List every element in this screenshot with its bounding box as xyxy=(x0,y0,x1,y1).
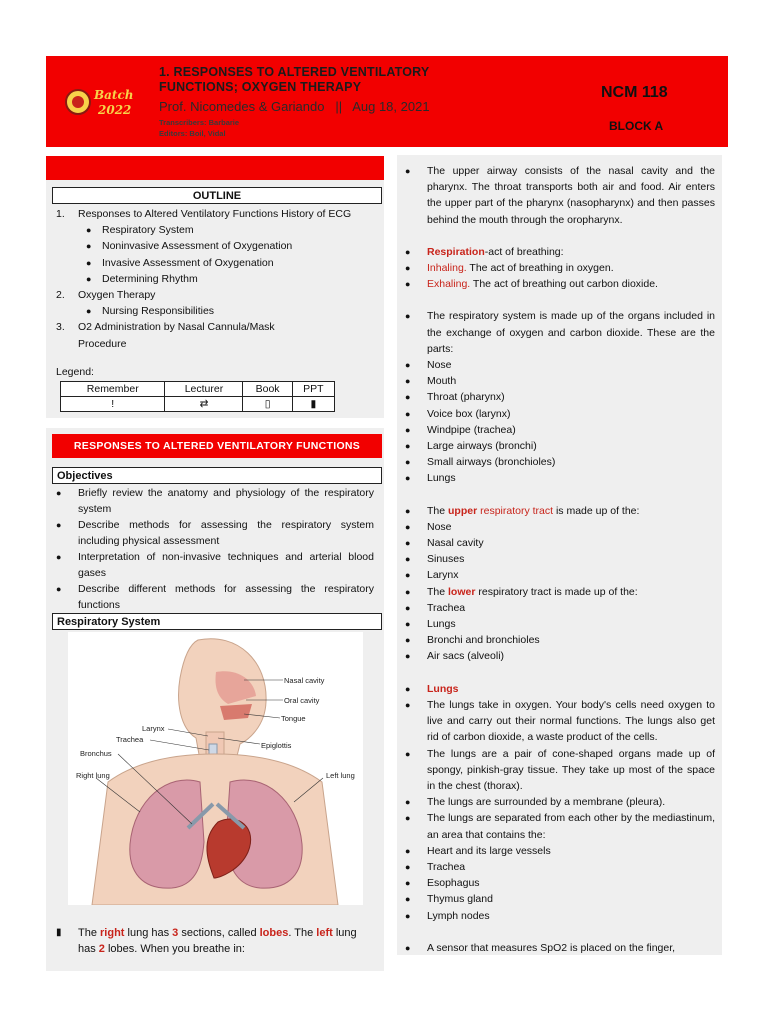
bullet-icon: ● xyxy=(405,521,411,532)
label-bronchus: Bronchus xyxy=(80,749,112,758)
bullet-icon: ● xyxy=(405,570,411,581)
bullet-icon: ● xyxy=(405,894,411,905)
bullet-icon: ● xyxy=(405,441,411,452)
lecture-title: 1. RESPONSES TO ALTERED VENTILATORY FUNCTIONS; OXYGEN THERAPY xyxy=(159,65,430,94)
label-trachea: Trachea xyxy=(116,735,144,744)
list-item: ● Throat (pharynx) xyxy=(405,389,715,405)
outline-subitem[interactable]: ● Determining Rhythm xyxy=(56,271,381,287)
book-icon: ▯ xyxy=(243,397,292,412)
list-item: ● Esophagus xyxy=(405,875,715,891)
lungs-point: ● The lungs are a pair of cone-shaped organs made up of spongy, pinkish-gray tissue. They take up most of the space in the chest (thorax). xyxy=(405,746,715,795)
label-epiglottis: Epiglottis xyxy=(261,741,292,750)
outline-subitem[interactable]: ● Nursing Responsibilities xyxy=(56,303,381,319)
list-item: ● Bronchi and bronchioles xyxy=(405,632,715,648)
outline-item-2[interactable]: 2. Oxygen Therapy xyxy=(56,289,156,302)
outline-subitem[interactable]: ● Invasive Assessment of Oxygenation xyxy=(56,255,381,271)
list-item: ● Nasal cavity xyxy=(405,535,715,551)
remember-icon: ! xyxy=(61,397,165,412)
outline-item-3[interactable]: 3. O2 Administration by Nasal Cannula/Mask xyxy=(56,321,275,334)
respiratory-system-heading: Respiratory System xyxy=(52,613,382,630)
inhaling-point: ● Inhaling. The act of breathing in oxygen. xyxy=(405,260,715,276)
meta-separator: || xyxy=(335,99,343,114)
svg-text:2022: 2022 xyxy=(98,103,132,117)
bullet-icon: ● xyxy=(405,797,411,808)
bullet-icon: ● xyxy=(405,246,411,257)
bullet-icon: ● xyxy=(405,651,411,662)
list-item: ● Larynx xyxy=(405,567,715,583)
lecture-date: Aug 18, 2021 xyxy=(352,99,430,114)
list-item: ● Nose xyxy=(405,519,715,535)
bullet-icon: ● xyxy=(405,392,411,403)
outline-subitem[interactable]: ● Noninvasive Assessment of Oxygenation xyxy=(56,238,381,254)
bullet-icon: ● xyxy=(405,683,411,694)
bullet-icon: ● xyxy=(405,813,411,824)
bullet-icon: ● xyxy=(405,424,411,435)
legend-header-ppt: PPT xyxy=(292,382,334,397)
bullet-icon: ● xyxy=(56,552,62,562)
bullet-icon: ● xyxy=(405,845,411,856)
objectives-heading: Objectives xyxy=(52,467,382,484)
bullet-icon: ● xyxy=(405,376,411,387)
upper-tract-point: ● The upper respiratory tract is made up of the: xyxy=(405,503,715,519)
list-item: ● Trachea xyxy=(405,859,715,875)
bullet-icon: ● xyxy=(405,619,411,630)
label-right-lung: Right lung xyxy=(76,771,110,780)
bullet-icon: ● xyxy=(86,306,92,317)
list-item: ● Lymph nodes xyxy=(405,908,715,924)
system-intro-point: ● The respiratory system is made up of the organs included in the exchange of oxygen and carbon dioxide. These are the parts: xyxy=(405,308,715,357)
bullet-icon: ● xyxy=(86,257,92,268)
bullet-icon: ● xyxy=(405,166,411,176)
bullet-icon: ● xyxy=(405,699,411,710)
lobes-note: ▮ The right lung has 3 sections, called lobes. The left lung has 2 lobes. When you breathe in: xyxy=(56,927,357,955)
respiration-point: ● Respiration-act of breathing: xyxy=(405,244,715,260)
list-item: ● Trachea xyxy=(405,600,715,616)
label-left-lung: Left lung xyxy=(326,771,355,780)
outline-subitem[interactable]: ● Respiratory System xyxy=(56,222,381,238)
label-tongue: Tongue xyxy=(281,714,306,723)
list-item: ● Small airways (bronchioles) xyxy=(405,454,715,470)
block-label: BLOCK A xyxy=(609,119,664,133)
course-code: NCM 118 xyxy=(601,84,668,101)
ppt-icon: ▮ xyxy=(56,927,62,938)
upper-airway-point: ● The upper airway consists of the nasal cavity and the pharynx. The throat transports both air and food. Air enters the upper part of the pharynx (nasopharynx) and then passes behind the mouth through the oropharynx. xyxy=(405,163,715,228)
objective-item: ● Interpretation of non-invasive techniques and arterial blood gases xyxy=(56,551,374,579)
svg-text:Batch: Batch xyxy=(94,88,134,102)
bullet-icon: ● xyxy=(405,748,411,759)
list-item: ● Windpipe (trachea) xyxy=(405,422,715,438)
respiratory-system-illustration xyxy=(68,632,363,905)
bullet-icon: ● xyxy=(405,263,411,274)
transcribers: Transcribers: Barbarie xyxy=(159,118,240,127)
objective-item: ● Describe methods for assessing the respiratory system including physical assessment xyxy=(56,519,374,547)
list-item: ● Voice box (larynx) xyxy=(405,406,715,422)
bullet-icon: ● xyxy=(56,488,62,498)
bullet-icon: ● xyxy=(405,457,411,468)
lungs-point: ● The lungs are surrounded by a membrane (pleura). xyxy=(405,794,715,810)
lower-tract-point: ● The lower respiratory tract is made up of the: xyxy=(405,584,715,600)
bullet-icon: ● xyxy=(405,602,411,613)
bullet-icon: ● xyxy=(405,360,411,371)
list-item: ● Mouth xyxy=(405,373,715,389)
exhaling-point: ● Exhaling. The act of breathing out carbon dioxide. xyxy=(405,276,715,292)
list-item: ● Nose xyxy=(405,357,715,373)
lecture-meta xyxy=(159,99,430,114)
label-nasal-cavity: Nasal cavity xyxy=(284,676,325,685)
list-item: ● Sinuses xyxy=(405,551,715,567)
list-item: ● Lungs xyxy=(405,470,715,486)
lungs-point: ● The lungs take in oxygen. Your body's cells need oxygen to live and carry out their normal functions. The lungs also get rid of carbon dioxide, a waste product of the cells. xyxy=(405,697,715,746)
legend-label: Legend: xyxy=(56,366,94,378)
bullet-icon: ● xyxy=(405,586,411,597)
outline-list xyxy=(56,206,381,352)
list-item: ● Air sacs (alveoli) xyxy=(405,648,715,664)
bullet-icon: ● xyxy=(86,241,92,252)
bullet-icon: ● xyxy=(405,554,411,565)
list-item: ● Lungs xyxy=(405,616,715,632)
label-larynx: Larynx xyxy=(142,724,165,733)
outline-item-3-cont: Procedure xyxy=(78,337,127,350)
objective-item: ● Briefly review the anatomy and physiology of the respiratory system xyxy=(56,487,374,515)
professors: Prof. Nicomedes & Gariando xyxy=(159,99,325,114)
right-column-content xyxy=(405,163,715,956)
bullet-icon: ● xyxy=(405,942,411,953)
legend-header-remember: Remember xyxy=(61,382,165,397)
outline-top-bar xyxy=(46,156,384,180)
editors: Editors: Boil, Vidal xyxy=(159,129,226,138)
section-heading: RESPONSES TO ALTERED VENTILATORY FUNCTIONS xyxy=(52,434,382,458)
bullet-icon: ● xyxy=(405,635,411,646)
legend-table xyxy=(60,381,335,412)
bullet-icon: ● xyxy=(405,279,411,290)
lecturer-icon: ⇄ xyxy=(165,397,243,412)
list-item: ● Thymus gland xyxy=(405,891,715,907)
list-item: ● Large airways (bronchi) xyxy=(405,438,715,454)
bullet-icon: ● xyxy=(86,225,92,236)
bullet-icon: ● xyxy=(405,473,411,484)
outline-heading: OUTLINE xyxy=(52,187,382,204)
legend-header-lecturer: Lecturer xyxy=(165,382,243,397)
lungs-point: ● The lungs are separated from each other by the mediastinum, an area that contains the: xyxy=(405,810,715,842)
objective-item: ● Describe different methods for assessing the respiratory functions xyxy=(56,583,374,611)
bullet-icon: ● xyxy=(405,408,411,419)
legend-header-book: Book xyxy=(243,382,292,397)
bullet-icon: ● xyxy=(405,861,411,872)
sensor-point: ● A sensor that measures SpO2 is placed on the finger, xyxy=(405,940,715,956)
list-item: ● Heart and its large vessels xyxy=(405,843,715,859)
ppt-icon: ▮ xyxy=(292,397,334,412)
bullet-icon: ● xyxy=(86,273,92,284)
lungs-heading: ● Lungs xyxy=(405,681,715,697)
objectives-list xyxy=(56,485,374,613)
bullet-icon: ● xyxy=(405,910,411,921)
bullet-icon: ● xyxy=(405,505,411,516)
batch-2022-logo xyxy=(64,82,138,122)
document-header xyxy=(46,56,728,147)
bullet-icon: ● xyxy=(405,311,411,322)
bullet-icon: ● xyxy=(405,538,411,549)
bullet-icon: ● xyxy=(56,520,62,530)
label-oral-cavity: Oral cavity xyxy=(284,696,320,705)
bullet-icon: ● xyxy=(405,878,411,889)
bullet-icon: ● xyxy=(56,584,62,594)
outline-item-1[interactable]: 1. Responses to Altered Ventilatory Functions History of ECG xyxy=(56,208,352,220)
